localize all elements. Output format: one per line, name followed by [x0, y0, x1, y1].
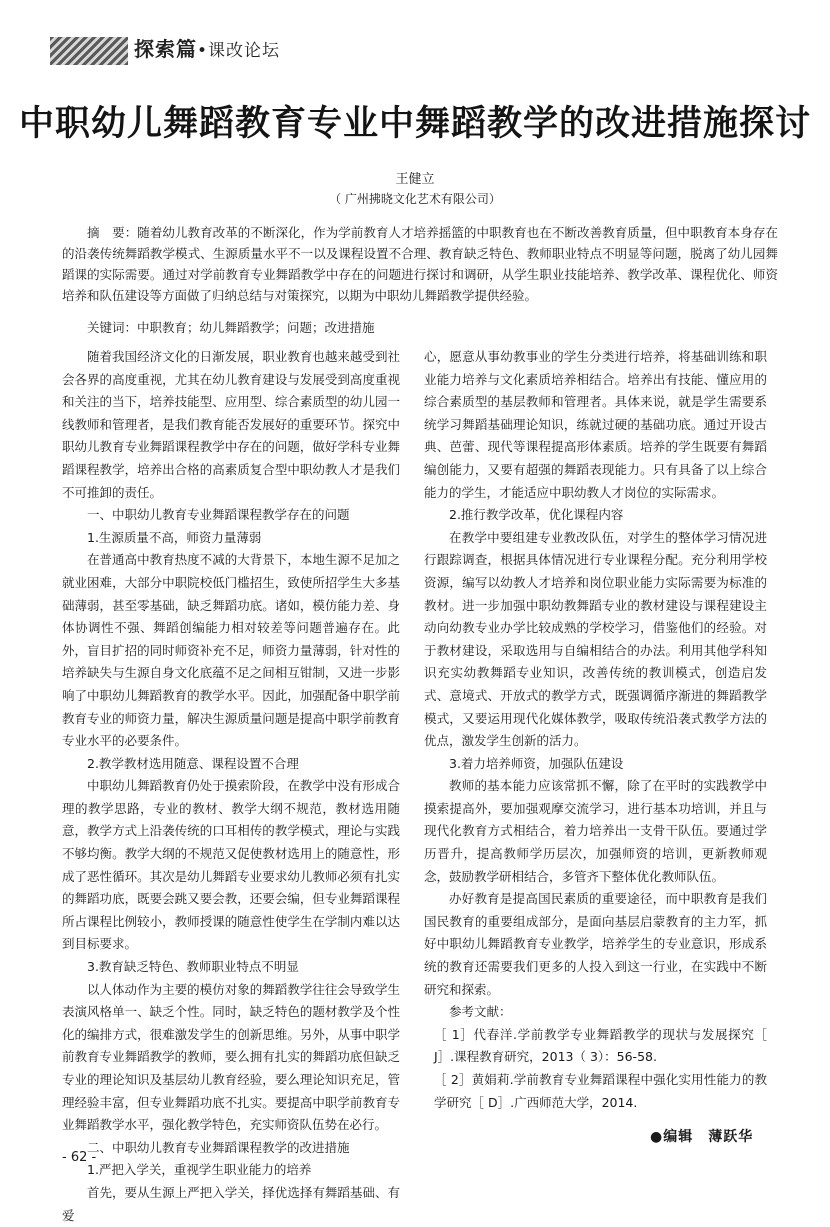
paragraph-2-1-cont: 心，愿意从事幼教事业的学生分类进行培养，将基础训练和职业能力培养与文化素质培养相结合。培养出有技能、懂应用的综合素质型的基层教师和管理者。具体来说，就是学生需要系统学习舞蹈基础理论知识，练就过硬的基础功底。通过开设古典、芭蕾、现代等课程提高形体素质。培养的学生既要有舞蹈编创能力，又要有超强的舞蹈表现能力。只有具备了以上综合能力的学生，才能适应中职幼教人才岗位的实际需求。 — [424, 349, 767, 500]
subheading-1-3: 3.教育缺乏特色、教师职业特点不明显 — [87, 959, 299, 975]
article-keywords: 关键词：中职教育；幼儿舞蹈教学；问题；改进措施 — [87, 320, 375, 335]
subheading-1-2: 2.教学教材选用随意、课程设置不合理 — [87, 755, 299, 771]
paragraph-1-2: 中职幼儿舞蹈教育仍处于摸索阶段，在教学中没有形成合理的教学思路，专业的教材、教学大纲不规范，教材选用随意，教学方式上沿袭传统的口耳相传的教学模式，理论与实践不够均衡。教学大纲的不规范又促使教材选用上的随意性，形成了恶性循环。其次是幼儿舞蹈专业要求幼儿教师必须有扎实的舞蹈功底，既要会跳又要会教，还要会编，但专业舞蹈课程所占课程比例较小，教师授课的随意性使学生在学制内难以达到目标要求。 — [62, 778, 400, 952]
subheading-2-1: 1.严把入学关，重视学生职业能力的培养 — [87, 1162, 312, 1178]
article-title: 中职幼儿舞蹈教育专业中舞蹈教学的改进措施探讨 — [18, 104, 811, 144]
section-heading-1: 一、中职幼儿教育专业舞蹈课程教学存在的问题 — [87, 507, 350, 523]
article-affiliation: （ 广州拂晓文化艺术有限公司） — [329, 192, 501, 206]
section-dot: • — [197, 41, 209, 61]
subheading-1-1: 1.生源质量不高，师资力量薄弱 — [87, 529, 262, 545]
intro-paragraph: 随着我国经济文化的日渐发展，职业教育也越来越受到社会各界的高度重视，尤其在幼儿教育建设与发展受到高度重视和关注的当下，培养技能型、应用型、综合素质型的幼儿园一线教师和管理者，是我们教育能否发展好的重要环节。探究中职幼儿教育专业舞蹈课程教学中存在的问题，做好学科专业舞蹈课程教学，培养出合格的高素质复合型中职幼教人才是我们不可推卸的责任。 — [62, 349, 400, 500]
references-heading: 参考文献： — [449, 1004, 512, 1020]
reference-2: ［ 2］黄娟莉.学前教育专业舞蹈课程中强化实用性能力的教学研究［ D］.广西师范大学，2014. — [434, 1072, 767, 1110]
section-header — [134, 33, 280, 62]
paragraph-2-3: 教师的基本能力应该常抓不懈，除了在平时的实践教学中摸索提高外，要加强观摩交流学习，进行基本功培训，并且与现代化教育方式相结合，着力培养出一支骨干队伍。要通过学历晋升，提高教师学历层次，加强师资的培训，更新教师观念，鼓励教学研相结合，多管齐下整体优化教师队伍。 — [424, 778, 767, 884]
reference-1: ［ 1］代春洋.学前教学专业舞蹈教学的现状与发展探究［ J］.课程教育研究，2013（ 3）：56-58. — [434, 1026, 767, 1065]
article-author: 王健立 — [395, 172, 435, 187]
subsection-name: 课改论坛 — [208, 41, 281, 61]
section-heading-2: 二、中职幼儿教育专业舞蹈课程教学的改进措施 — [87, 1139, 350, 1155]
paragraph-1-1: 在普通高中教育热度不减的大背景下，本地生源不足加之就业困难，大部分中职院校低门槛招生，致使所招学生大多基础薄弱，甚至零基础，缺乏舞蹈功底。诸如，模仿能力差、身体协调性不强、舞蹈创编能力相对较差等问题普遍存在。此外，盲目扩招的同时师资补充不足，师资力量薄弱，针对性的培养缺失与生源自身文化底蕴不足之间相互钳制，又进一步影响了中职幼儿舞蹈教育的教学水平。因此，加强配备中职学前教育专业的师资力量，解决生源质量问题是提高中职学前教育专业水平的必要条件。 — [62, 552, 400, 749]
left-column — [62, 346, 400, 1227]
subheading-2-2: 2.推行教学改革，优化课程内容 — [449, 507, 624, 523]
right-column — [424, 346, 767, 1114]
conclusion-paragraph: 办好教育是提高国民素质的重要途径，而中职教育是我们国民教育的重要组成部分，是面向基层启蒙教育的主力军，抓好中职幼儿舞蹈教育专业教学，培养学生的专业意识，形成系统的教育还需要我们更多的人投入到这一行业，在实践中不断研究和探索。 — [424, 891, 767, 997]
subheading-2-3: 3.着力培养师资，加强队伍建设 — [449, 755, 624, 771]
paragraph-2-1-start: 首先，要从生源上严把入学关，择优选择有舞蹈基础、有爱 — [62, 1184, 400, 1223]
paragraph-1-3: 以人体动作为主要的模仿对象的舞蹈教学往往会导致学生表演风格单一、缺乏个性。同时，缺乏特色的题材教学及个性化的编排方式，很难激发学生的创新思维。另外，从事中职学前教育专业舞蹈教学的教师，要么拥有扎实的舞蹈功底但缺乏专业的理论知识及基层幼儿教育经验，要么理论知识充足，管理经验丰富，但专业舞蹈功底不扎实。要提高中职学前教育专业舞蹈教学水平，强化教学特色，充实师资队伍势在必行。 — [62, 981, 400, 1133]
paragraph-2-2: 在教学中要组建专业教改队伍，对学生的整体学习情况进行跟踪调查，根据具体情况进行专业课程分配。充分利用学校资源，编写以幼教人才培养和岗位职业能力实际需要为标准的教材。进一步加强中职幼教舞蹈专业的教材建设与课程建设主动向幼教专业办学比较成熟的学校学习，借鉴他们的经验。对于教材建设，采取选用与自编相结合的办法。利用其他学科知识充实幼教舞蹈专业知识，改善传统的教训模式，创造启发式、意境式、开放式的教学方式，既强调循序渐进的舞蹈教学模式，又要运用现代化媒体教学，吸取传统沿袭式教学方法的优点，激发学生创新的活力。 — [424, 529, 767, 749]
section-name: 探索篇 — [134, 37, 197, 61]
article-abstract: 摘 要：随着幼儿教育改革的不断深化，作为学前教育人才培养摇篮的中职教育也在不断改善教育质量，但中职教育本身存在的沿袭传统舞蹈教学模式、生源质量水平不一以及课程设置不合理、教育缺乏特色、教师职业特点不明显等问题，脱离了幼儿园舞蹈课的实际需要。通过对学前教育专业舞蹈教学中存在的问题进行探讨和调研，从学生职业技能培养、教学改革、课程优化、师资培养和队伍建设等方面做了归纳总结与对策探究，以期为中职幼儿舞蹈教学提供经验。 — [62, 225, 778, 303]
page-number: - 62 - — [62, 1150, 97, 1165]
editor-credit: ●编辑 薄跃华 — [650, 1129, 754, 1145]
